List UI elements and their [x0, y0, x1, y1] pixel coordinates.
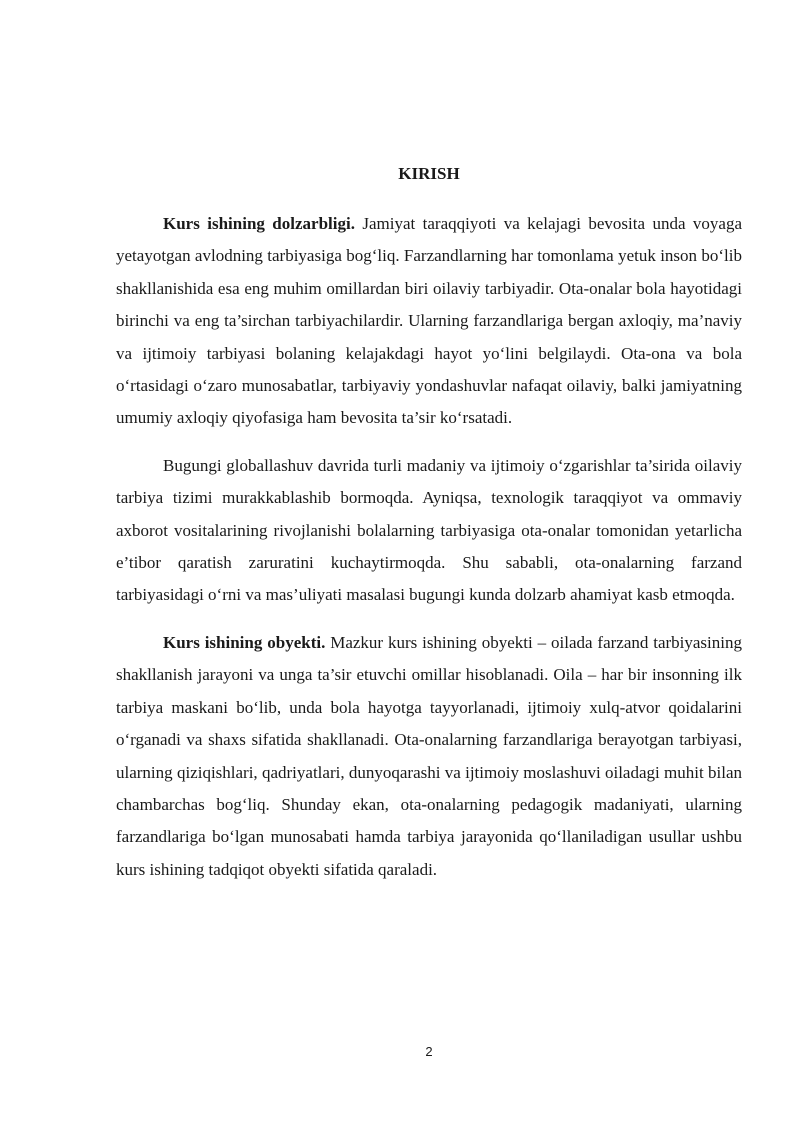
- section-heading: KIRISH: [398, 164, 460, 183]
- paragraph-globalization: [116, 450, 742, 612]
- paragraph-text: Mazkur kurs ishining obyekti – oilada farzand tarbiyasining shakllanish jarayoni va unga ta’sir etuvchi omillar hisoblanadi. Oila – har bir insonning ilk tarbiya maskani bo‘lib, unda bola hayotga tayyorlanadi, ijtimoiy xulq-atvor qoidalarini o‘rganadi va shaxs sifatida shakllanadi. Ota-onalarning farzandlariga berayotgan tarbiyasi, ularning qiziqishlari, qadriyatlari, dunyoqarashi va ijtimoiy moslashuvi oiladagi muhit bilan chambarchas bog‘liq. Shunday ekan, ota-onalarning pedagogik madaniyati, ularning farzandlariga bo‘lgan munosabati hamda tarbiya jarayonida qo‘llaniladigan usullar ushbu kurs ishining tadqiqot obyekti sifatida qaraladi.: [116, 632, 742, 879]
- body-text: [116, 208, 742, 901]
- paragraph-lead: Kurs ishining dolzarbligi.: [163, 214, 355, 233]
- page-number: 2: [425, 1044, 433, 1059]
- paragraph-relevance: [116, 208, 742, 435]
- paragraph-text: Bugungi globallashuv davrida turli madaniy va ijtimoiy o‘zgarishlar ta’sirida oilaviy tarbiya tizimi murakkablashib bormoqda. Ayniqsa, texnologik taraqqiyot va ommaviy axborot vositalarining rivojlanishi bolalarning tarbiyasiga ota-onalar tomonidan yetarlicha e’tibor qaratish zaruratini kuchaytirmoqda. Shu sababli, ota-onalarning farzand tarbiyasidagi o‘rni va mas’uliyati masalasi bugungi kunda dolzarb ahamiyat kasb etmoqda.: [116, 455, 742, 605]
- paragraph-lead: Kurs ishining obyekti.: [163, 632, 326, 652]
- paragraph-text: Jamiyat taraqqiyoti va kelajagi bevosita unda voyaga yetayotgan avlodning tarbiyasiga bog‘liq. Farzandlarning har tomonlama yetuk inson bo‘lib shakllanishida esa eng muhim omillardan biri oilaviy tarbiyadir. Ota-onalar bola hayotidagi birinchi va eng ta’sirchan tarbiyachilardir. Ularning farzandlariga bergan axloqiy, ma’naviy va ijtimoiy tarbiyasi bolaning kelajakdagi hayot yo‘lini belgilaydi. Ota-ona va bola o‘rtasidagi o‘zaro munosabatlar, tarbiyaviy yondashuvlar nafaqat oilaviy, balki jamiyatning umumiy axloqiy qiyofasiga ham bevosita ta’sir ko‘rsatadi.: [116, 214, 742, 428]
- paragraph-object: [116, 627, 742, 886]
